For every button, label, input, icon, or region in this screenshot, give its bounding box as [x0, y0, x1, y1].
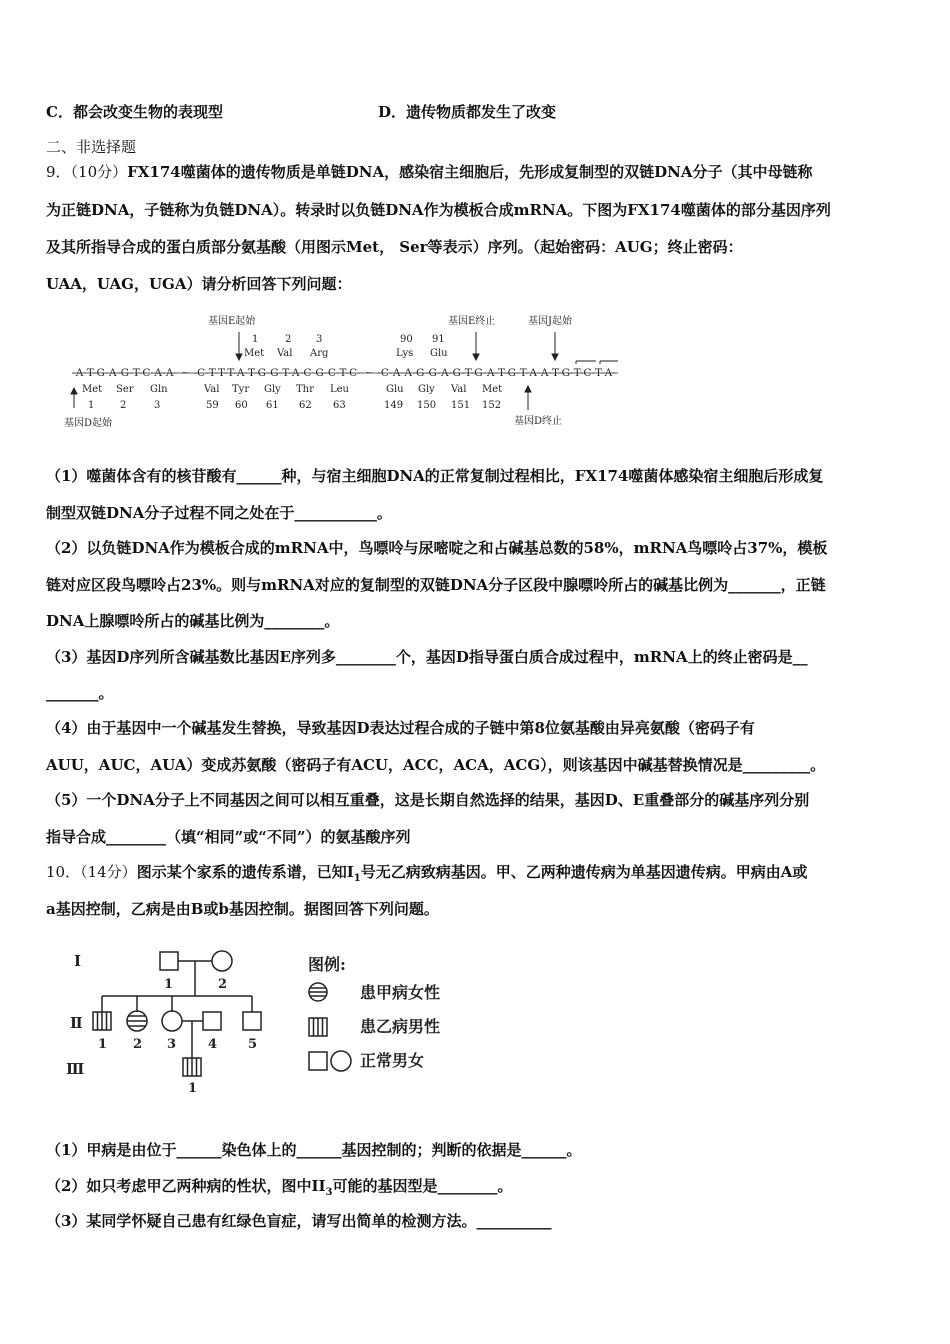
- label-gene-j-start: 基因J起始: [528, 316, 573, 327]
- option-c: C．都会改变生物的表现型: [46, 103, 223, 121]
- label-gene-e-start: 基因E起始: [208, 316, 256, 327]
- legend-title: 图例:: [308, 955, 346, 974]
- gen2-5-male: [243, 1012, 261, 1030]
- top-aa: Glu: [430, 348, 448, 359]
- bottom-aa: Met: [82, 384, 103, 395]
- q9-p3b: _______。: [46, 684, 114, 702]
- bottom-num: 62: [299, 400, 312, 411]
- option-d: D．遗传物质都发生了改变: [378, 103, 557, 121]
- bottom-aa: Val: [451, 384, 467, 395]
- bottom-num: 60: [235, 400, 248, 411]
- gen1-num: 1: [164, 977, 174, 992]
- top-aa: Met: [244, 348, 265, 359]
- q10-p2: [46, 1176, 512, 1203]
- q9-number: 9．（10分）: [46, 163, 128, 181]
- top-num: 90: [400, 334, 413, 345]
- q9-p2b: 链对应区段鸟嘌呤占23%。则与mRNA对应的复制型的双链DNA分子区段中腺嘌呤所占的碱基比例为_______，正链: [46, 576, 826, 594]
- legend-normal-male-icon: [309, 1052, 327, 1070]
- bottom-num: 61: [266, 400, 279, 411]
- bottom-aa: Glu: [386, 384, 404, 395]
- q10-text-1b: 号无乙病致病基因。甲、乙两种遗传病为单基因遗传病。甲病由A或: [360, 863, 808, 881]
- legend-c-label: 正常男女: [360, 1051, 425, 1070]
- q9-p5a: （5）一个DNA分子上不同基因之间可以相互重叠，这是长期自然选择的结果，基因D、E重叠部分的碱基序列分别: [46, 791, 810, 809]
- top-num: 3: [316, 334, 323, 345]
- q10-p2-text-b: 可能的基因型是________。: [332, 1177, 513, 1195]
- bottom-aa: Tyr: [232, 384, 250, 395]
- top-num: 91: [432, 334, 445, 345]
- gen1-female: [212, 951, 232, 971]
- bottom-num: 150: [417, 400, 437, 411]
- gen-label-3: Ⅲ: [66, 1060, 85, 1078]
- q9-p3a: （3）基因D序列所含碱基数比基因E序列多________个，基因D指导蛋白质合成过程中，mRNA上的终止密码是__: [46, 648, 808, 666]
- gen2-num: 5: [248, 1037, 258, 1052]
- section-title: 二、非选择题: [46, 138, 137, 156]
- gen-label-2: Ⅱ: [70, 1014, 83, 1032]
- q10-subscript: 1: [353, 873, 361, 884]
- dna-sequence: -A-T-G-A-G-T-C-A-A- ~ -C-T-T-T-A-T-G-G-T-A-C-G-C-T-C- ~ -C-A-A-G-G-A-G-T-G-A-T-G-T-A-A-T-G-T-C-T-A-: [72, 367, 617, 379]
- bottom-aa: Gly: [264, 384, 281, 395]
- bottom-aa: Val: [204, 384, 220, 395]
- gen3-num: 1: [188, 1081, 198, 1096]
- bottom-aa: Gln: [150, 384, 168, 395]
- gen2-3-female: [162, 1011, 182, 1031]
- bottom-aa: Ser: [116, 384, 134, 395]
- q10-p1: （1）甲病是由位于______染色体上的______基因控制的；判断的依据是______。: [46, 1141, 582, 1159]
- q9-line-1: [46, 162, 812, 182]
- bottom-aa: Met: [482, 384, 503, 395]
- q10-number: 10．（14分）: [46, 863, 137, 881]
- q9-p2a: （2）以负链DNA作为模板合成的mRNA中，鸟嘌呤与尿嘧啶之和占碱基总数的58%，mRNA鸟嘌呤占37%，模板: [46, 539, 828, 557]
- q10-text-1a: 图示某个家系的遗传系谱，已知Ⅰ: [136, 863, 354, 881]
- top-num: 1: [252, 334, 259, 345]
- q9-p5b: 指导合成________（填“相同”或“不同”）的氨基酸序列: [46, 828, 411, 846]
- q10-p2-subscript: 3: [325, 1187, 333, 1198]
- legend-b-label: 患乙病男性: [360, 1017, 441, 1036]
- q9-line-4: UAA，UAG，UGA）请分析回答下列问题：: [46, 275, 352, 293]
- q9-line-3: 及其所指导合成的蛋白质部分氨基酸（用图示Met， Ser等表示）序列。（起始密码：AUG；终止密码：: [46, 238, 743, 256]
- q9-p2c: DNA上腺嘌呤所占的碱基比例为________。: [46, 612, 340, 630]
- q9-p1b: 制型双链DNA分子过程不同之处在于___________。: [46, 504, 392, 522]
- top-aa: Val: [277, 348, 293, 359]
- q10-line-1: [46, 862, 807, 889]
- bottom-aa: Gly: [418, 384, 435, 395]
- bottom-num: 149: [384, 400, 404, 411]
- q10-p3: （3）某同学怀疑自己患有红绿色盲症，请写出简单的检测方法。__________: [46, 1212, 552, 1230]
- gen2-num: 3: [167, 1037, 177, 1052]
- q9-p4a: （4）由于基因中一个碱基发生替换，导致基因D表达过程合成的子链中第8位氨基酸由异亮氨酸（密码子有: [46, 719, 755, 737]
- bottom-num: 152: [482, 400, 502, 411]
- gene-sequence-figure: [58, 310, 628, 435]
- top-num: 2: [285, 334, 292, 345]
- bottom-num: 59: [206, 400, 219, 411]
- q9-p4b: AUU，AUC，AUA）变成苏氨酸（密码子有ACU，ACC，ACA，ACG），则该基因中碱基替换情况是_________。: [46, 756, 826, 774]
- gen-label-1: Ⅰ: [74, 952, 82, 970]
- bottom-num: 1: [88, 400, 95, 411]
- bottom-num: 2: [120, 400, 127, 411]
- bottom-aa: Thr: [296, 384, 314, 395]
- pedigree-chart: [60, 940, 480, 1100]
- label-gene-d-end: 基因D终止: [514, 416, 563, 427]
- q9-p1a: （1）噬菌体含有的核苷酸有______种，与宿主细胞DNA的正常复制过程相比，FX174噬菌体感染宿主细胞后形成复: [46, 467, 824, 485]
- legend-normal-female-icon: [331, 1051, 351, 1071]
- q9-line-2: 为正链DNA，子链称为负链DNA）。转录时以负链DNA作为模板合成mRNA。下图为FX174噬菌体的部分基因序列: [46, 201, 831, 219]
- q10-p2-text-a: （2）如只考虑甲乙两种病的性状，图中II: [46, 1177, 326, 1195]
- bottom-num: 63: [333, 400, 346, 411]
- bottom-num: 3: [154, 400, 161, 411]
- top-aa: Lys: [396, 348, 414, 359]
- q10-line-2: a基因控制，乙病是由B或b基因控制。据图回答下列问题。: [46, 900, 439, 918]
- legend-a-label: 患甲病女性: [360, 983, 441, 1002]
- gen2-4-male: [203, 1012, 221, 1030]
- gen1-num: 2: [218, 977, 228, 992]
- gen2-num: 2: [133, 1037, 143, 1052]
- gen1-male: [160, 952, 178, 970]
- bottom-num: 151: [451, 400, 471, 411]
- label-gene-d-start: 基因D起始: [64, 418, 113, 429]
- q9-text-1: FX174噬菌体的遗传物质是单链DNA，感染宿主细胞后，先形成复制型的双链DNA分子（其中母链称: [127, 163, 813, 181]
- label-gene-e-end: 基因E终止: [448, 316, 496, 327]
- bottom-aa: Leu: [330, 384, 349, 395]
- gen2-num: 4: [208, 1037, 218, 1052]
- top-aa: Arg: [310, 348, 329, 359]
- gen2-num: 1: [98, 1037, 108, 1052]
